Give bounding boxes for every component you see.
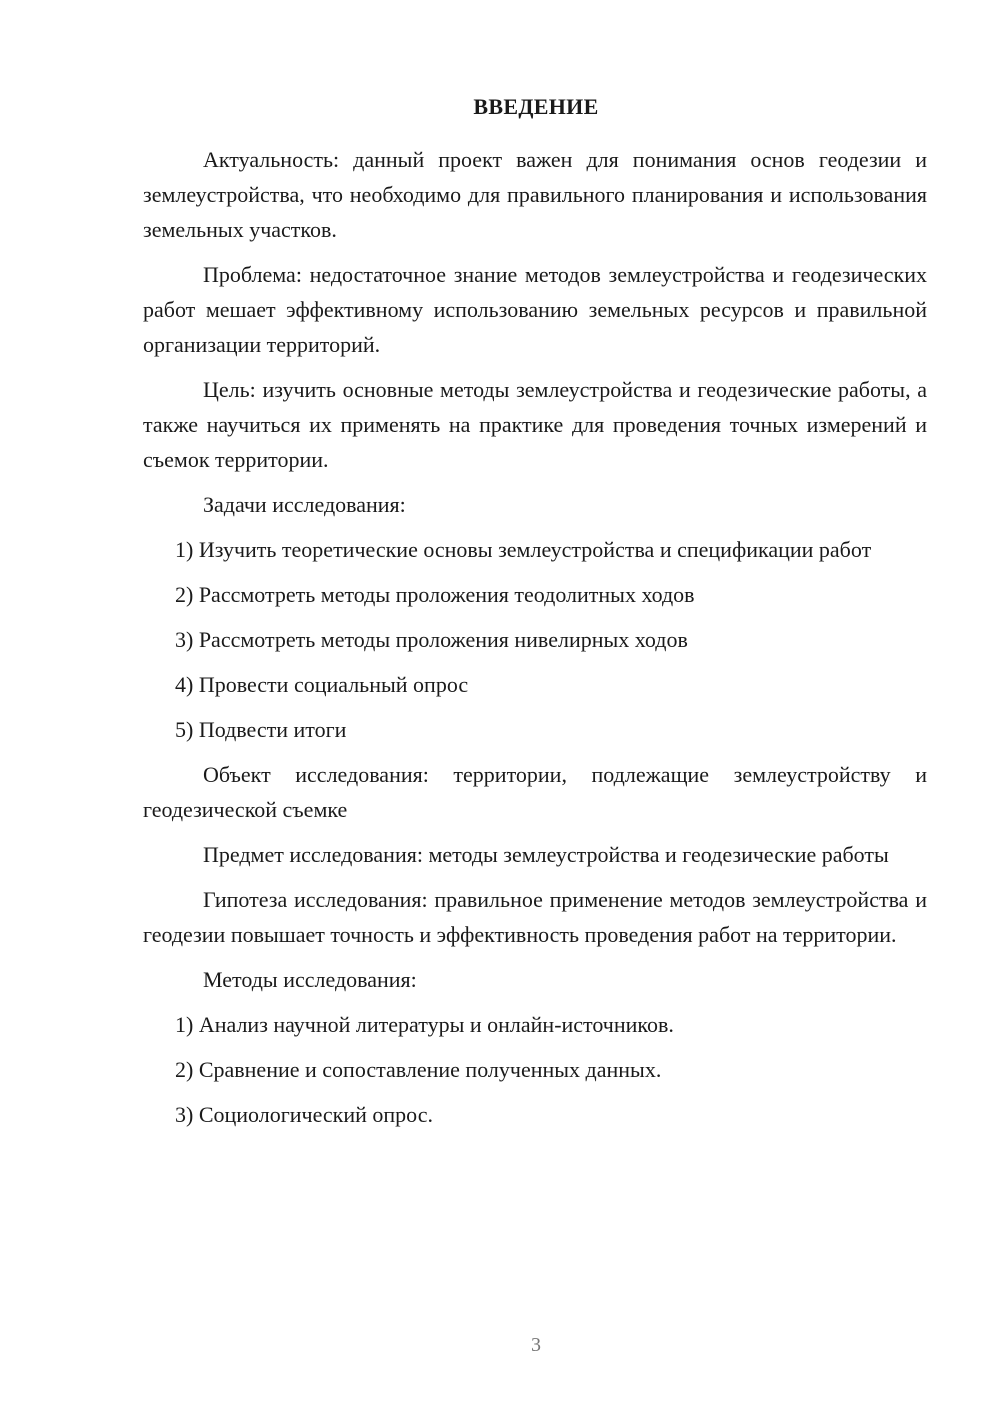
hypothesis-paragraph: Гипотеза исследования: правильное применение методов землеустройства и геодезии повышает точность и эффективность проведения работ на территории. — [143, 887, 927, 947]
goal-paragraph: Цель: изучить основные методы землеустройства и геодезические работы, а также научиться их применять на практике для проведения точных измерений и съемок территории. — [143, 377, 927, 472]
task-item: 5) Подвести итоги — [175, 717, 347, 742]
tasks-heading: Задачи исследования: — [203, 492, 406, 517]
relevance-paragraph: Актуальность: данный проект важен для понимания основ геодезии и землеустройства, что необходимо для правильного планирования и использования земельных участков. — [143, 147, 927, 242]
object-paragraph: Объект исследования: территории, подлежащие землеустройству и геодезической съемке — [143, 762, 927, 822]
problem-paragraph: Проблема: недостаточное знание методов землеустройства и геодезических работ мешает эффективному использованию земельных ресурсов и правильной организации территорий. — [143, 262, 927, 357]
subject-paragraph: Предмет исследования: методы землеустройства и геодезические работы — [203, 842, 889, 867]
document-body — [143, 142, 927, 1142]
task-item: 2) Рассмотреть методы проложения теодолитных ходов — [175, 582, 695, 607]
page-title: ВВЕДЕНИЕ — [473, 94, 599, 119]
task-item: 3) Рассмотреть методы проложения нивелирных ходов — [175, 627, 688, 652]
methods-heading: Методы исследования: — [203, 967, 417, 992]
method-item: 3) Социологический опрос. — [175, 1102, 433, 1127]
method-item: 1) Анализ научной литературы и онлайн-источников. — [175, 1012, 674, 1037]
method-item: 2) Сравнение и сопоставление полученных данных. — [175, 1057, 662, 1082]
task-item: 4) Провести социальный опрос — [175, 672, 469, 697]
task-item: 1) Изучить теоретические основы землеустройства и спецификации работ — [175, 537, 872, 562]
page-number: 3 — [531, 1334, 541, 1356]
